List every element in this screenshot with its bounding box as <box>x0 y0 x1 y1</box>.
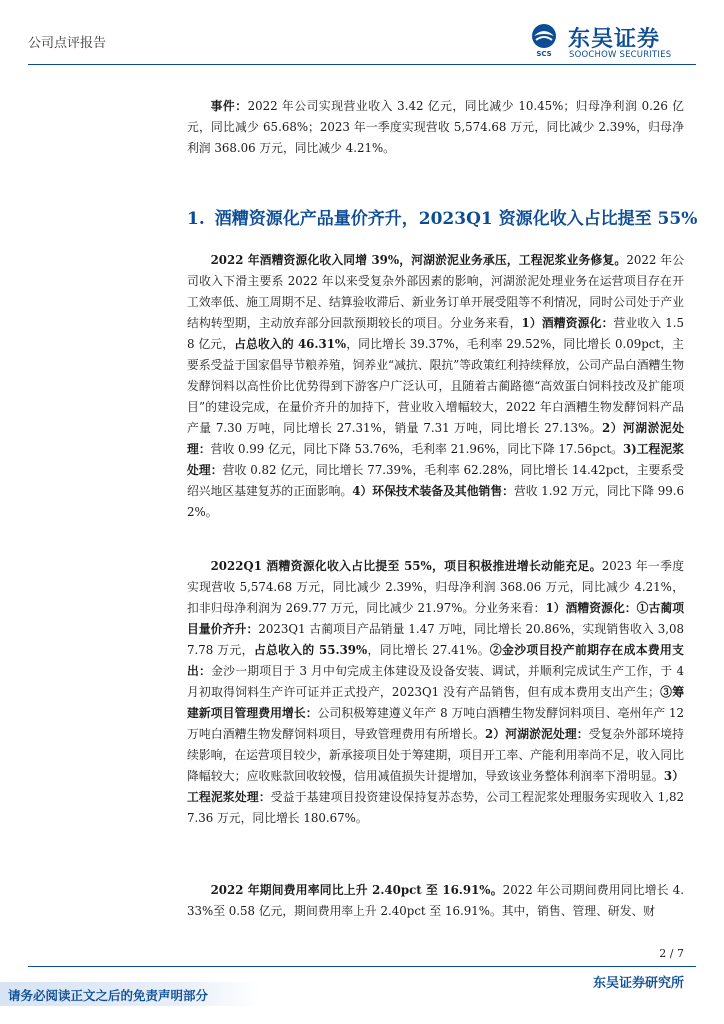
para-bold: 3）工程泥浆处理： <box>187 769 684 804</box>
logo-mark-icon <box>526 22 562 58</box>
event-text: 2022 年公司实现营业收入 3.42 亿元，同比减少 10.45%；归母净利润 0.26 亿元，同比减少 65.68%；2023 年一季度实现营收 5,574.68 万元，同比减少 2.39%，归母净利润 368.06 万元，同比减少 4.21%。 <box>187 99 684 155</box>
brand-name-cn: 东吴证券 <box>568 27 661 52</box>
disclaimer-text: 请务必阅读正文之后的免责声明部分 <box>8 988 209 1003</box>
para-bold: 1）酒糟资源化：①古蔺项目量价齐升： <box>187 601 684 636</box>
para-bold: 占总收入的 55.39% <box>253 643 368 657</box>
para-bold: ③筹建新项目管理费用增长： <box>187 685 684 720</box>
para-text: 营业收入 1.58 亿元， <box>187 316 684 351</box>
header-divider <box>28 64 696 65</box>
para-lead: 2022 年酒糟资源化收入同增 39%，河湖淤泥业务承压，工程泥浆业务修复。 <box>210 253 627 267</box>
paragraph-2022-business <box>187 250 684 523</box>
section-heading <box>187 204 707 229</box>
para-text: ，同比增长 27.41%。 <box>367 643 490 657</box>
para-text: 2022 年公司收入下滑主要系 2022 年以来受复杂外部因素的影响，河湖淤泥处理业务在运营项目存在开工效率低、施工周期不足、结算验收滞后、新业务订单开展受阻等不利情况，同时公司处于产业结构转型期，主动放弃部分回款预期较长的项目。分业务来看， <box>187 253 684 330</box>
para-bold: 3)工程泥浆处理： <box>187 442 684 477</box>
para-bold: 4）环保技术装备及其他销售： <box>352 484 514 498</box>
body-paragraph <box>187 250 684 523</box>
para-lead: 2022Q1 酒糟资源化收入占比提至 55%，项目积极推进增长动能充足。 <box>210 559 602 573</box>
para-text: 2023Q1 古蔺项目产品销量 1.47 万吨，同比增长 20.86%，实现销售收入 3,087.78 万元， <box>187 622 684 657</box>
soochow-securities-logo <box>526 22 698 62</box>
paragraph-expense-ratio <box>187 880 684 922</box>
para-text: 营收 1.92 万元，同比下降 99.62%。 <box>187 484 684 519</box>
para-bold: 2）河湖淤泥处理： <box>485 727 589 741</box>
para-bold: 占总收入的 46.31% <box>234 337 347 351</box>
para-text: ，同比增长 39.37%，毛利率 29.52%，同比增长 0.09pct，主要系受益于国家倡导节粮养殖，饲养业“减抗、限抗”等政策红利持续释放，公司产品白酒糟生物发酵饲料以高性价比优势得到下游客户广泛认可，且随着古蔺路德“高效蛋白饲料技改及扩能项目”的建设完成，在量价齐升的加持下，营业收入增幅较大，2022 年白酒糟生物发酵饲料产品产量 7.30 万吨，同比增长 27.31%，销量 7.31 万吨，同比增长 27.13%。 <box>187 337 684 435</box>
para-text: 营收 0.99 亿元，同比下降 53.76%，毛利率 21.96%，同比下降 17.56pct。 <box>210 442 623 456</box>
body-paragraph <box>187 556 684 829</box>
body-paragraph <box>187 880 684 922</box>
footer-brand: 东吴证券研究所 <box>592 976 684 991</box>
para-text: 2022 年公司期间费用同比增长 4.33%至 0.58 亿元，期间费用率上升 2.40pct 至 16.91%。其中，销售、管理、研发、财 <box>187 883 684 918</box>
para-text: 2023 年一季度实现营收 5,574.68 万元，同比减少 2.39%，归母净利润 368.06 万元，同比减少 4.21%，扣非归母净利润为 269.77 万元，同比减少 21.97%。分业务来看： <box>187 559 684 615</box>
para-bold: 2）河湖淤泥处理： <box>187 421 685 456</box>
para-text: 金沙一期项目于 3 月中旬完成主体建设及设备安装、调试，并顺利完成试生产工作，于 4 月初取得饲料生产许可证并正式投产，2023Q1 没有产品销售，但有成本费用支出产生； <box>187 664 684 699</box>
event-lead: 事件： <box>210 99 248 113</box>
para-bold: ②金沙项目投产前期存在成本费用支出： <box>187 643 684 678</box>
para-lead: 2022 年期间费用率同比上升 2.40pct 至 16.91%。 <box>210 883 503 897</box>
page-number: 2 / 7 <box>659 947 684 960</box>
event-paragraph <box>187 96 684 159</box>
footer-divider <box>28 966 696 967</box>
para-text: 受复杂外部环境持续影响，在运营项目较少，新承接项目处于筹建期，项目开工率、产能利用率尚不足，收入同比降幅较大；应收账款回收较慢，信用减值损失计提增加，导致该业务整体利润率下滑明显。 <box>187 727 684 783</box>
logo-mark-text: SCS <box>536 50 552 58</box>
para-bold: 1）酒糟资源化： <box>521 316 614 330</box>
section-title-text: 酒糟资源化产品量价齐升，2023Q1 资源化收入占比提至 55% <box>214 209 698 229</box>
paragraph-2023q1-business <box>187 556 684 829</box>
section-number: 1. <box>187 209 205 229</box>
report-type-label: 公司点评报告 <box>28 36 107 51</box>
para-text: 公司积极筹建遵义年产 8 万吨白酒糟生物发酵饲料项目、亳州年产 12 万吨白酒糟生物发酵饲料项目，导致管理费用有所增长。 <box>187 706 684 741</box>
disclaimer-banner <box>0 982 260 1006</box>
para-text: 受益于基建项目投资建设保持复苏态势，公司工程泥浆处理服务实现收入 1,827.36 万元，同比增长 180.67%。 <box>187 790 684 825</box>
event-section <box>187 96 684 159</box>
brand-name-en: SOOCHOW SECURITIES <box>569 50 672 60</box>
para-text: 营收 0.82 亿元，同比增长 77.39%，毛利率 62.28%，同比增长 14.42pct，主要系受绍兴地区基建复苏的正面影响。 <box>187 463 684 498</box>
